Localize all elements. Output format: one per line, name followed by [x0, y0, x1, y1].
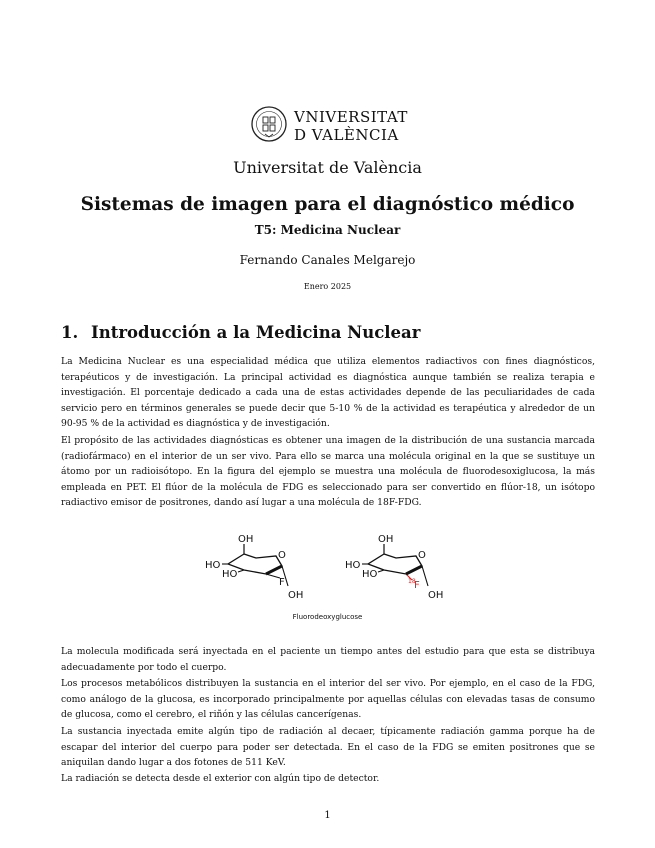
university-seal-icon: [252, 107, 286, 141]
date: Enero 2025: [303, 282, 352, 291]
label-ho-inner: HO: [362, 569, 378, 580]
label-oh-bottom: OH: [428, 590, 444, 601]
label-oh-top: OH: [238, 534, 254, 545]
label-f: F: [279, 577, 285, 588]
label-oh-bottom: OH: [288, 590, 304, 601]
university-name: Universitat de València: [233, 158, 422, 177]
university-logo: [250, 104, 410, 144]
label-f-mass-number: 18: [408, 578, 416, 585]
label-oh-top: OH: [378, 534, 394, 545]
paragraph-radiation: La sustancia inyectada emite algún tipo de radiación al decaer, típicamente radiación gamma porque ha de escapar del interior del cuerpo para poder ser detectada. En el caso de la FDG se emiten positrones que se aniquilan dando lugar a dos fotones de 511 KeV.: [61, 726, 595, 769]
document-subtitle: T5: Medicina Nuclear: [254, 223, 401, 237]
label-ho-left: HO: [205, 560, 221, 571]
paragraph-metabolism: Los procesos metabólicos distribuyen la sustancia en el interior del ser vivo. Por ejemplo, en el caso de la FDG, como análogo de la glucosa, es incorporado principalmente por aquellas células con elevadas tasas de consumo de glucosa, como el cerebro, el riñón y las células cancerígenas.: [61, 678, 595, 721]
document-title: Sistemas de imagen para el diagnóstico médico: [80, 194, 575, 215]
section-title: Introducción a la Medicina Nuclear: [91, 323, 421, 342]
label-ring-o: O: [278, 550, 286, 561]
paragraph-intro: La Medicina Nuclear es una especialidad médica que utiliza elementos radiactivos con fines diagnósticos, terapéuticos y de investigación. La principal actividad es diagnóstica aunque también se realiza terapia e investigación. El porcentaje dedicado a cada una de estas actividades depende de las peculiaridades de cada servicio pero en términos generales se puede decir que 5-10 % de la actividad es terapéutica y alrededor de un 90-95 % de la actividad es diagnóstica y de investigación.: [61, 356, 595, 430]
paragraph-detection: La radiación se detecta desde el exterior con algún tipo de detector.: [61, 773, 380, 784]
fdg-molecule-right: [345, 534, 443, 601]
author: Fernando Canales Melgarejo: [239, 253, 416, 267]
figure-caption: Fluorodeoxyglucose: [292, 613, 363, 621]
fdg-molecule-figure: [200, 530, 455, 626]
label-ho-inner: HO: [222, 569, 238, 580]
label-f-18: F: [414, 580, 420, 591]
logo-line-2: D VALÈNCIA: [294, 126, 399, 144]
paragraph-purpose: El propósito de las actividades diagnósticas es obtener una imagen de la distribución de una sustancia marcada (radiofármaco) en el interior de un ser vivo. Para ello se marca una molécula original en la que se sustituye un átomo por un radioisótopo. En la figura del ejemplo se muestra una molécula de fluorodesoxiglucosa, la más empleada en PET. El flúor de la molécula de FDG es seleccionado para ser convertido en flúor-18, un isótopo radiactivo emisor de positrones, dando así lugar a una molécula de 18F-FDG.: [61, 435, 595, 509]
logo-line-1: VNIVERSITAT: [294, 108, 408, 126]
section-number: 1.: [61, 323, 79, 342]
label-ho-left: HO: [345, 560, 361, 571]
fdg-molecule-left: [205, 534, 303, 601]
label-ring-o: O: [418, 550, 426, 561]
page-number: 1: [324, 810, 331, 821]
section-heading: [61, 323, 420, 342]
paragraph-injection: La molecula modificada será inyectada en el paciente un tiempo antes del estudio para que esta se distribuya adecuadamente por todo el cuerpo.: [61, 646, 595, 673]
